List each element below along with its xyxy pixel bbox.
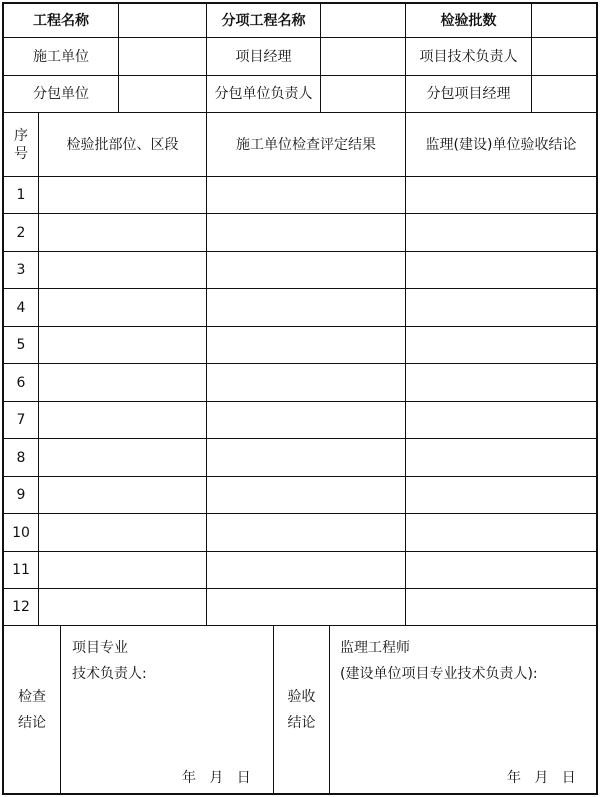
self-check-column-header: 施工单位检查评定结果: [236, 136, 376, 153]
seq-column-header: 序号: [14, 127, 28, 162]
subcontract-unit-label: 分包单位: [33, 86, 89, 102]
check-signer-label-2: 技术负责人:: [72, 666, 147, 682]
check-signature-area[interactable]: [61, 692, 273, 762]
accept-signer-label: 监理工程师: [340, 640, 410, 656]
subcontract-lead-label: 分包单位负责人: [214, 86, 313, 102]
batch-count-label: 检验批数: [440, 12, 497, 29]
project-name-value[interactable]: [119, 4, 206, 37]
section-column-header: 检验批部位、区段: [66, 136, 179, 153]
project-name-label: 工程名称: [33, 12, 89, 29]
subcontract-unit-value[interactable]: [119, 76, 206, 112]
sub-project-name-value[interactable]: [321, 4, 405, 37]
check-conclusion-label: 检查 结论: [18, 688, 46, 731]
accept-date: 年 月 日: [507, 770, 576, 786]
row-number: 10: [12, 524, 30, 541]
subcontract-manager-label: 分包项目经理: [426, 86, 511, 102]
row-number: 12: [12, 599, 30, 615]
row-number: 8: [16, 449, 26, 466]
supervision-column-header: 监理(建设)单位验收结论: [425, 136, 577, 153]
row-number: 6: [16, 374, 26, 391]
row-number: 11: [12, 562, 30, 578]
project-manager-label: 项目经理: [235, 48, 292, 65]
construction-unit-label: 施工单位: [33, 48, 89, 65]
row-number: 9: [16, 487, 26, 503]
accept-signer-label-2: (建设单位项目专业技术负责人):: [340, 666, 538, 682]
table-body-cells[interactable]: [39, 177, 596, 625]
row-number: 7: [16, 412, 26, 428]
check-signer-label: 项目专业: [72, 640, 128, 656]
sub-project-name-label: 分项工程名称: [221, 12, 306, 29]
row-number: 1: [16, 187, 26, 203]
subcontract-manager-value[interactable]: [532, 76, 596, 112]
construction-unit-value[interactable]: [119, 38, 206, 75]
accept-signature-area[interactable]: [330, 692, 596, 762]
row-number: 4: [16, 299, 26, 316]
check-date: 年 月 日: [182, 770, 251, 786]
technical-lead-value[interactable]: [532, 38, 596, 75]
inspection-batch-form: [2, 2, 598, 795]
row-number: 3: [16, 262, 26, 278]
batch-count-value[interactable]: [532, 4, 596, 37]
technical-lead-label: 项目技术负责人: [419, 48, 518, 65]
row-number: 5: [16, 337, 26, 353]
subcontract-lead-value[interactable]: [321, 76, 405, 112]
accept-conclusion-label: 验收 结论: [287, 688, 316, 731]
project-manager-value[interactable]: [321, 38, 405, 75]
row-number: 2: [16, 224, 26, 241]
